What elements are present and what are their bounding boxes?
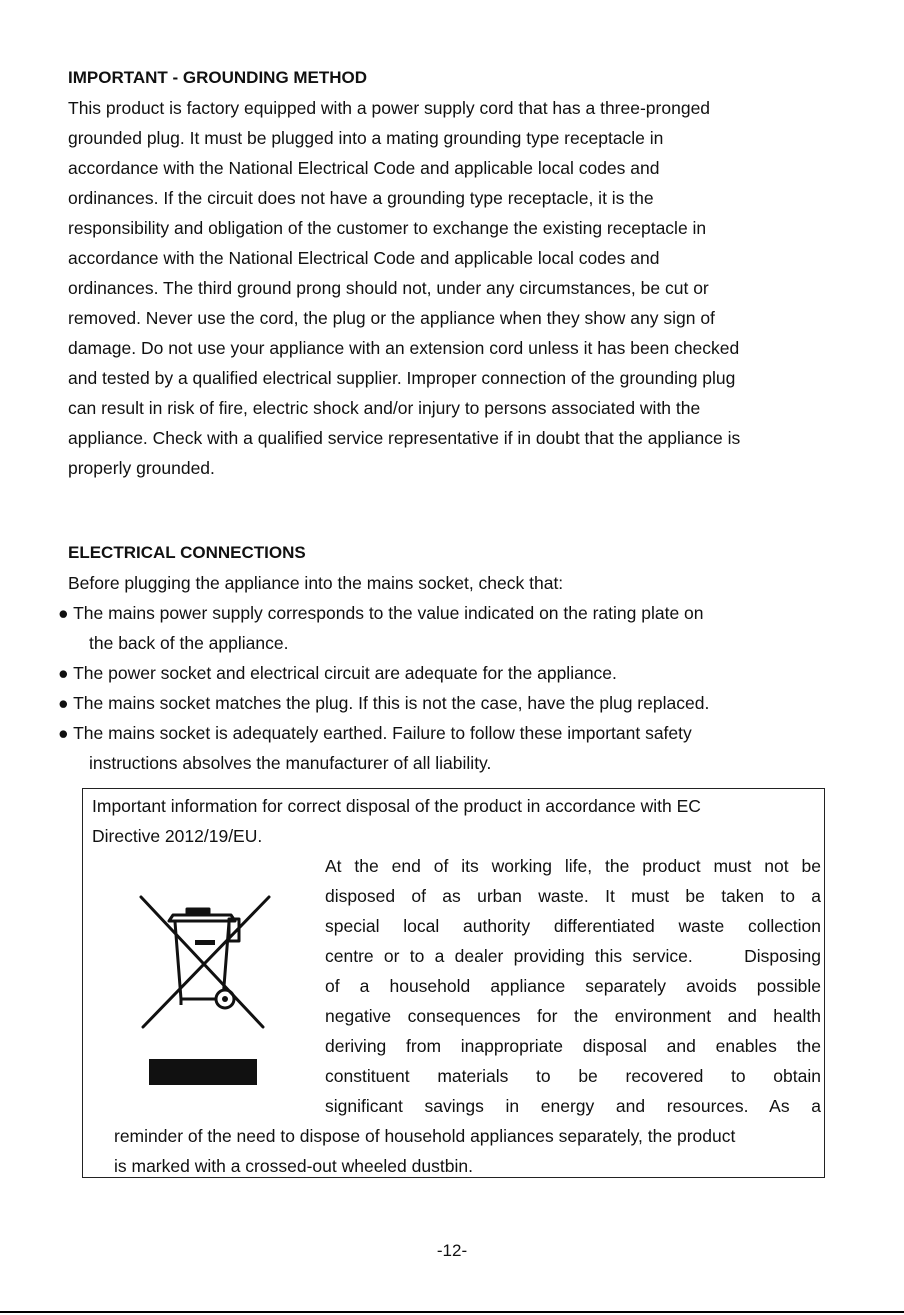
grounding-paragraph-line: grounded plug. It must be plugged into a mating grounding type receptacle in [68, 128, 664, 148]
page-bottom-edge [0, 1311, 904, 1313]
bullet-item: ● The mains power supply corresponds to the value indicated on the rating plate on [58, 603, 704, 623]
crossed-out-wheeled-bin-icon [135, 889, 275, 1039]
grounding-paragraph-line: damage. Do not use your appliance with an extension cord unless it has been checked [68, 338, 740, 358]
grounding-heading: IMPORTANT - GROUNDING METHOD [68, 68, 368, 87]
bullet-item: ● The power socket and electrical circuit are adequate for the appliance. [58, 663, 617, 683]
disposal-body-line: disposed of as urban waste. It must be taken to a [325, 886, 821, 906]
grounding-paragraph-line: and tested by a qualified electrical supplier. Improper connection of the grounding plug [68, 368, 736, 388]
grounding-paragraph-line: ordinances. The third ground prong should not, under any circumstances, be cut or [68, 278, 709, 298]
bullet-item-continued: instructions absolves the manufacturer of all liability. [89, 753, 492, 773]
grounding-paragraph-line: can result in risk of fire, electric shock and/or injury to persons associated with the [68, 398, 701, 418]
disposal-body-line: of a household appliance separately avoids possible [325, 976, 821, 996]
disposal-intro-line: Important information for correct disposal of the product in accordance with EC [92, 796, 701, 816]
disposal-body-line: centre or to a dealer providing this service. Disposing [325, 946, 821, 966]
grounding-paragraph-line: properly grounded. [68, 458, 215, 478]
page-number: -12- [436, 1241, 468, 1260]
grounding-paragraph-line: This product is factory equipped with a power supply cord that has a three-pronged [68, 98, 711, 118]
bullet-item: ● The mains socket is adequately earthed. Failure to follow these important safety [58, 723, 692, 743]
disposal-intro-line: Directive 2012/19/EU. [92, 826, 263, 846]
grounding-paragraph-line: responsibility and obligation of the customer to exchange the existing receptacle in [68, 218, 707, 238]
disposal-info-box [82, 788, 825, 1178]
grounding-paragraph-line: accordance with the National Electrical Code and applicable local codes and [68, 248, 660, 268]
electrical-intro: Before plugging the appliance into the mains socket, check that: [68, 573, 564, 593]
bullet-item: ● The mains socket matches the plug. If this is not the case, have the plug replaced. [58, 693, 710, 713]
disposal-tail-line: reminder of the need to dispose of household appliances separately, the product [114, 1126, 736, 1146]
disposal-body-line: negative consequences for the environment and health [325, 1006, 821, 1026]
weee-black-bar [149, 1059, 257, 1085]
disposal-body-line: deriving from inappropriate disposal and enables the [325, 1036, 821, 1056]
grounding-paragraph-line: ordinances. If the circuit does not have a grounding type receptacle, it is the [68, 188, 654, 208]
grounding-paragraph-line: removed. Never use the cord, the plug or the appliance when they show any sign of [68, 308, 715, 328]
grounding-paragraph-line: accordance with the National Electrical Code and applicable local codes and [68, 158, 660, 178]
disposal-tail-line: is marked with a crossed-out wheeled dustbin. [114, 1156, 473, 1176]
grounding-paragraph-line: appliance. Check with a qualified service representative if in doubt that the appliance is [68, 428, 741, 448]
disposal-body-line: special local authority differentiated waste collection [325, 916, 821, 936]
disposal-body-line: constituent materials to be recovered to obtain [325, 1066, 821, 1086]
electrical-heading: ELECTRICAL CONNECTIONS [68, 543, 306, 562]
bullet-item-continued: the back of the appliance. [89, 633, 289, 653]
disposal-body-line: At the end of its working life, the product must not be [325, 856, 821, 876]
disposal-body-line: significant savings in energy and resources. As a [325, 1096, 821, 1116]
